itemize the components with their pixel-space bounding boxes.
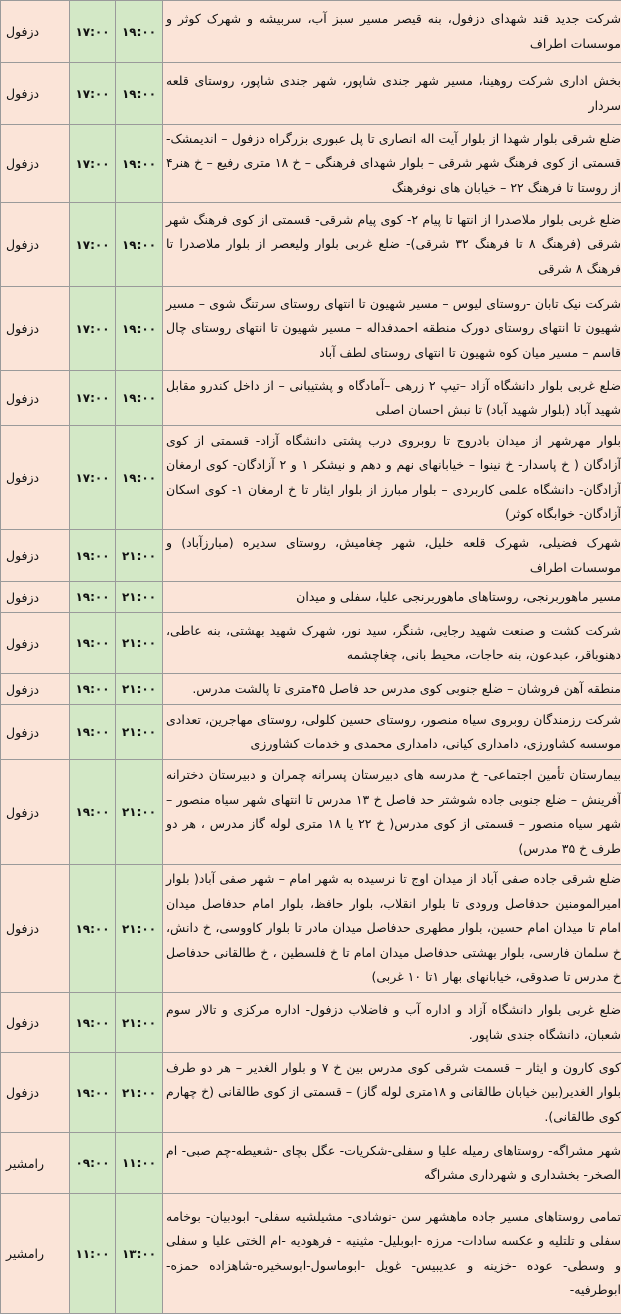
table-row bbox=[1, 203, 621, 287]
end-time-cell: ۲۱:۰۰ bbox=[116, 613, 163, 674]
table-row bbox=[1, 1194, 621, 1314]
area-description-cell: شرکت نیک تابان -روستای لیوس – مسیر شهیون تا انتهای روستای سرتنگ شوی – مسیر شهیون تا انتهای روستای دورک منطقه احمدفداله – مسیر شهیون تا انتهای روستای چال قاسم – مسیر میان کوه شهیون تا انتهای روستای لطف آباد bbox=[163, 287, 621, 371]
end-time-cell: ۲۱:۰۰ bbox=[116, 705, 163, 760]
start-time-cell: ۱۹:۰۰ bbox=[70, 582, 116, 613]
city-cell: رامشیر bbox=[1, 1194, 70, 1314]
start-time-cell: ۱۷:۰۰ bbox=[70, 203, 116, 287]
start-time-cell: ۱۷:۰۰ bbox=[70, 1, 116, 63]
start-time-cell: ۱۹:۰۰ bbox=[70, 1053, 116, 1133]
start-time-cell: ۰۹:۰۰ bbox=[70, 1133, 116, 1194]
end-time-cell: ۱۹:۰۰ bbox=[116, 287, 163, 371]
start-time-cell: ۱۷:۰۰ bbox=[70, 63, 116, 125]
end-time-cell: ۲۱:۰۰ bbox=[116, 1053, 163, 1133]
table-row bbox=[1, 1, 621, 63]
end-time-cell: ۱۹:۰۰ bbox=[116, 371, 163, 426]
start-time-cell: ۱۷:۰۰ bbox=[70, 371, 116, 426]
area-description-cell: ضلع شرقی بلوار شهدا از بلوار آیت اله انصاری تا پل عبوری بزرگراه دزفول – اندیمشک- قسمتی از کوی فرهنگ شهر شرقی – بلوار شهدای فرهنگی – خ ۱۸ متری رفیع – خ هنر۴ از روستا تا فرهنگ ۲۲ – خیابان های نوفرهنگ bbox=[163, 125, 621, 203]
city-cell: دزفول bbox=[1, 865, 70, 993]
end-time-cell: ۱۱:۰۰ bbox=[116, 1133, 163, 1194]
start-time-cell: ۱۹:۰۰ bbox=[70, 674, 116, 705]
table-row bbox=[1, 287, 621, 371]
start-time-cell: ۱۷:۰۰ bbox=[70, 125, 116, 203]
start-time-cell: ۱۹:۰۰ bbox=[70, 993, 116, 1053]
start-time-cell: ۱۷:۰۰ bbox=[70, 287, 116, 371]
end-time-cell: ۲۱:۰۰ bbox=[116, 865, 163, 993]
area-description-cell: بخش اداری شرکت روهینا، مسیر شهر جندی شاپور، شهر جندی شاپور، روستای قلعه سردار bbox=[163, 63, 621, 125]
city-cell: دزفول bbox=[1, 426, 70, 530]
area-description-cell: شهر مشراگه- روستاهای رمیله علیا و سفلی-شکریات- عگل بچای -شعیطه-چم صبی- ام الصخر- بخشداری و شهرداری مشراگه bbox=[163, 1133, 621, 1194]
city-cell: رامشیر bbox=[1, 1133, 70, 1194]
table-row bbox=[1, 760, 621, 865]
area-description-cell: تمامی روستاهای مسیر جاده ماهشهر سن -نوشادی- مشیلشیه سفلی- ابودبیان- بوخامه سفلی و تلتلیه و عکسه سادات- مرزه -ابوبلیل- مثینیه - فرهودیه -ام الختی علیا و سفلی و وسطی- عوده -خزینه و عدیبیس- غویل -ابوماسول-ابوسخیره-شاهزاده حمزه-ابوطرفیه- bbox=[163, 1194, 621, 1314]
area-description-cell: شرکت کشت و صنعت شهید رجایی، شنگر، سید نور، شهرک شهید بهشتی، بنه عاطی، دهنوباقر، عبدعون، بنه حاجات، محیط بانی، چغاچشمه bbox=[163, 613, 621, 674]
end-time-cell: ۱۹:۰۰ bbox=[116, 203, 163, 287]
city-cell: دزفول bbox=[1, 760, 70, 865]
city-cell: دزفول bbox=[1, 613, 70, 674]
end-time-cell: ۱۳:۰۰ bbox=[116, 1194, 163, 1314]
table-row bbox=[1, 613, 621, 674]
table-row bbox=[1, 705, 621, 760]
table-row bbox=[1, 1053, 621, 1133]
area-description-cell: شهرک فضیلی، شهرک قلعه خلیل، شهر چغامیش، روستای سدیره (مبارزآباد) و موسسات اطراف bbox=[163, 530, 621, 582]
table-row bbox=[1, 63, 621, 125]
area-description-cell: ضلع غربی بلوار دانشگاه آزاد –تیپ ۲ زرهی –آمادگاه و پشتیبانی – از داخل کندرو مقابل شهید آباد (بلوار شهید آباد) تا نبش احسان اصلی bbox=[163, 371, 621, 426]
city-cell: دزفول bbox=[1, 530, 70, 582]
table-row bbox=[1, 125, 621, 203]
end-time-cell: ۲۱:۰۰ bbox=[116, 530, 163, 582]
area-description-cell: شرکت رزمندگان روبروی سیاه منصور، روستای حسین کلولی، روستای مهاجرین، تعدادی موسسه کشاورزی، دامداری کیانی، دامداری محمدی و خدمات کشاورزی bbox=[163, 705, 621, 760]
table-row bbox=[1, 582, 621, 613]
city-cell: دزفول bbox=[1, 203, 70, 287]
city-cell: دزفول bbox=[1, 371, 70, 426]
start-time-cell: ۱۹:۰۰ bbox=[70, 760, 116, 865]
end-time-cell: ۱۹:۰۰ bbox=[116, 63, 163, 125]
end-time-cell: ۲۱:۰۰ bbox=[116, 674, 163, 705]
area-description-cell: کوی کارون و ایثار – قسمت شرقی کوی مدرس بین خ ۷ و بلوار الغدیر – هر دو طرف بلوار الغدیر(بین خیابان طالقانی و ۱۸متری لوله گاز) – قسمتی از کوی طالقانی (خ چهارم کوی طالقانی). bbox=[163, 1053, 621, 1133]
city-cell: دزفول bbox=[1, 705, 70, 760]
table-row bbox=[1, 426, 621, 530]
city-cell: دزفول bbox=[1, 1, 70, 63]
city-cell: دزفول bbox=[1, 993, 70, 1053]
area-description-cell: ضلع غربی بلوار ملاصدرا از انتها تا پیام ۲- کوی پیام شرقی- قسمتی از کوی فرهنگ شهر شرقی (فرهنگ ۸ تا فرهنگ ۳۲ شرقی)- ضلع غربی بلوار ولیعصر از بلوار ملاصدرا تا فرهنگ ۸ شرقی bbox=[163, 203, 621, 287]
area-description-cell: ضلع شرقی جاده صفی آباد از میدان اوج تا نرسیده به شهر امام – شهر صفی آباد( بلوار امیرالمومنین حدفاصل ورودی تا بلوار انقلاب، بلوار حافظ، بلوار امام حدفاصل میدان امام تا میدان امام حسین، بلوار مطهری حدفاصل میدان مادر تا بلوار کاووسی، خ دانش، خ سلمان فارسی، بلوار بهشتی حدفاصل میدان امام تا خ فلسطین ، خ طالقانی حدفاصل خ مدرس تا صدوقی، خیابانهای بهار ۱تا ۱۰ غربی) bbox=[163, 865, 621, 993]
table-row bbox=[1, 865, 621, 993]
area-description-cell: بیمارستان تأمین اجتماعی- خ مدرسه های دبیرستان پسرانه چمران و دبیرستان دخترانه آفرینش – ضلع جنوبی جاده شوشتر حد فاصل خ ۱۳ مدرس تا انتهای شهر سیاه منصور – شهر سیاه منصور – قسمتی از کوی مدرس( خ ۲۲ یا ۱۸ متری لوله گاز مدرس ، هر دو طرف خ ۳۵ مدرس) bbox=[163, 760, 621, 865]
start-time-cell: ۱۹:۰۰ bbox=[70, 705, 116, 760]
city-cell: دزفول bbox=[1, 63, 70, 125]
table-row bbox=[1, 1133, 621, 1194]
start-time-cell: ۱۹:۰۰ bbox=[70, 865, 116, 993]
city-cell: دزفول bbox=[1, 1053, 70, 1133]
end-time-cell: ۱۹:۰۰ bbox=[116, 426, 163, 530]
end-time-cell: ۲۱:۰۰ bbox=[116, 760, 163, 865]
city-cell: دزفول bbox=[1, 582, 70, 613]
start-time-cell: ۱۹:۰۰ bbox=[70, 613, 116, 674]
area-description-cell: شرکت جدید قند شهدای دزفول، بنه قیصر مسیر سبز آب، سربیشه و شهرک کوثر و موسسات اطراف bbox=[163, 1, 621, 63]
start-time-cell: ۱۹:۰۰ bbox=[70, 530, 116, 582]
area-description-cell: مسیر ماهوربرنجی، روستاهای ماهوربرنجی علیا، سفلی و میدان bbox=[163, 582, 621, 613]
table-row bbox=[1, 371, 621, 426]
table-row bbox=[1, 674, 621, 705]
end-time-cell: ۲۱:۰۰ bbox=[116, 582, 163, 613]
start-time-cell: ۱۱:۰۰ bbox=[70, 1194, 116, 1314]
area-description-cell: بلوار مهرشهر از میدان بادروج تا روبروی درب پشتی دانشگاه آزاد- قسمتی از کوی آزادگان ( خ پاسدار- خ نینوا – خیابانهای نهم و دهم و نیشکر ۱ و ۲ آزادگان- کوی ارمغان آزادگان- دانشگاه علمی کاربردی – بلوار مبارز از بلوار ایثار تا خ ارمغان ۱- کوی اسکان آزادگان- خوابگاه کوثر) bbox=[163, 426, 621, 530]
area-description-cell: ضلع غربی بلوار دانشگاه آزاد و اداره آب و فاضلاب دزفول- اداره مرکزی و تالار سوم شعبان، دانشگاه جندی شاپور. bbox=[163, 993, 621, 1053]
city-cell: دزفول bbox=[1, 125, 70, 203]
end-time-cell: ۱۹:۰۰ bbox=[116, 125, 163, 203]
end-time-cell: ۲۱:۰۰ bbox=[116, 993, 163, 1053]
table-row bbox=[1, 530, 621, 582]
area-description-cell: منطقه آهن فروشان – ضلع جنوبی کوی مدرس حد فاصل ۴۵متری تا پالشت مدرس. bbox=[163, 674, 621, 705]
table-row bbox=[1, 993, 621, 1053]
city-cell: دزفول bbox=[1, 287, 70, 371]
city-cell: دزفول bbox=[1, 674, 70, 705]
start-time-cell: ۱۷:۰۰ bbox=[70, 426, 116, 530]
end-time-cell: ۱۹:۰۰ bbox=[116, 1, 163, 63]
